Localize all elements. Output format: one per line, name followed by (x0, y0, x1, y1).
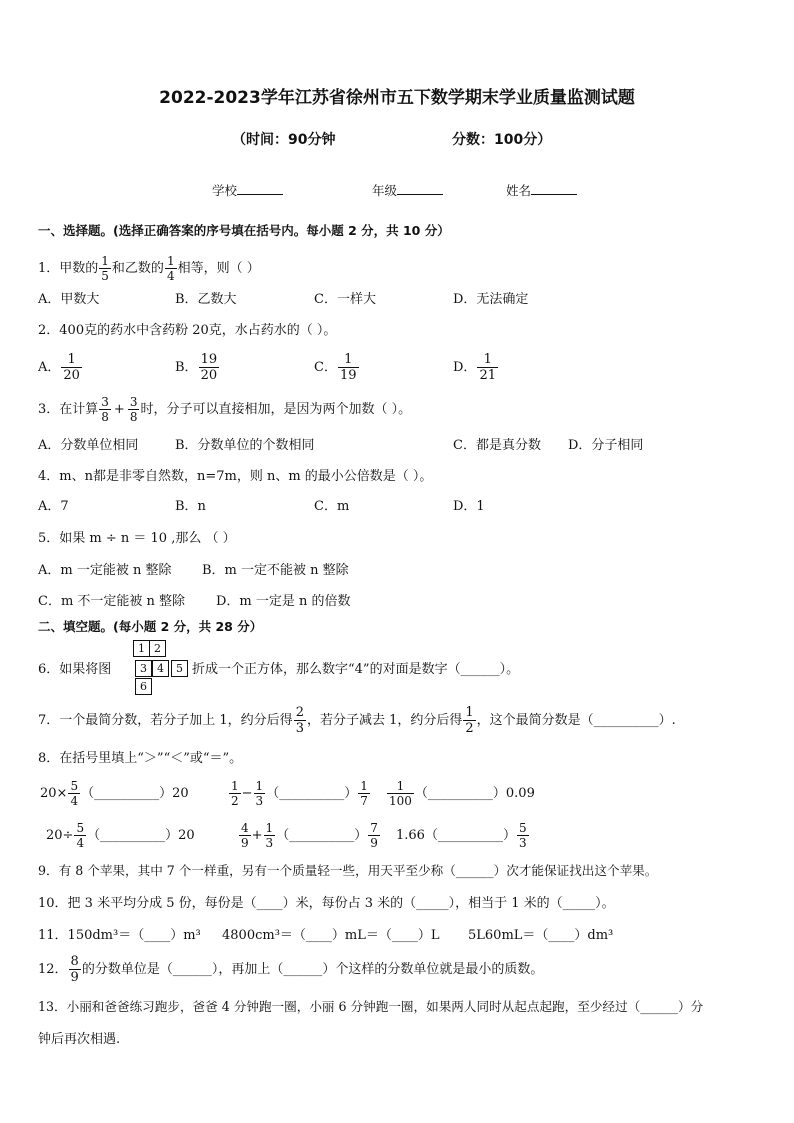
fraction: $\frac{2}{3}$ (295, 704, 304, 736)
q1-option-a[interactable]: A．甲数大 (38, 292, 100, 307)
net-cell: 4 (152, 660, 169, 677)
q4-option-c[interactable]: C．m (314, 499, 350, 514)
q3-option-b[interactable]: B．分数单位的个数相同 (175, 438, 315, 453)
q4-option-a[interactable]: A．7 (38, 499, 69, 514)
fraction: $\frac{1}{2}$ (231, 778, 239, 808)
fraction: $\frac{1}{3}$ (265, 820, 274, 850)
q4-option-d[interactable]: D．1 (453, 499, 485, 514)
question-13-line-1: 13．小丽和爸爸练习跑步，爸爸 4 分钟跑一圈，小丽 6 分钟跑一圈，如果两人同时从起点起跑，至少经过（______）分 (38, 999, 704, 1014)
net-cell: 1 (133, 640, 150, 657)
fraction: $\frac{3}{8}$ (129, 394, 138, 424)
fraction: $\frac{1}{20}$ (63, 351, 80, 383)
name-blank[interactable] (531, 183, 577, 195)
fraction: $\frac{1}{2}$ (465, 704, 474, 736)
q8-item-1[interactable]: 20× $\frac{5}{4}$ （__________）20 (40, 778, 189, 808)
school-blank[interactable] (237, 183, 283, 195)
net-cell: 2 (149, 640, 166, 657)
question-1: 1．甲数的 $\frac{1}{5}$ 和乙数的 $\frac{1}{4}$ 相等，则（ ） (38, 253, 260, 283)
q8-item-2[interactable]: $\frac{1}{2}$ − $\frac{1}{3}$ （__________） $\frac{1}{7}$ (231, 778, 368, 808)
question-9: 9．有 8 个苹果，其中 7 个一样重，另有一个质量轻一些，用天平至少称（______）次才能保证找出这个苹果。 (38, 863, 658, 878)
q8-item-3[interactable]: $\frac{1}{100}$ （__________）0.09 (389, 778, 535, 808)
fraction: $\frac{3}{8}$ (101, 394, 109, 424)
q8-item-4[interactable]: 20÷ $\frac{5}{4}$ （__________）20 (46, 820, 195, 850)
question-5: 5．如果 m ÷ n ＝ 10 ,那么 （ ） (38, 531, 236, 546)
question-8: 8．在括号里填上“＞”“＜”或“＝”。 (38, 751, 243, 766)
cube-net-figure (133, 640, 193, 698)
fraction: $\frac{4}{9}$ (241, 820, 249, 850)
q2-option-d[interactable]: D． $\frac{1}{21}$ (453, 351, 496, 383)
question-10: 10．把 3 米平均分成 5 份，每份是（____）米，每份占 3 米的（_____），相当于 1 米的（_____）。 (38, 896, 615, 911)
question-2: 2．400克的药水中含药粉 20克，水占药水的（ ）。 (38, 323, 337, 338)
q5-option-c[interactable]: C．m 不一定能被 n 整除 (38, 594, 186, 609)
q1-option-d[interactable]: D．无法确定 (453, 292, 529, 307)
question-4: 4．m、n都是非零自然数，n=7m，则 n、m 的最小公倍数是（ ）。 (38, 469, 433, 484)
grade-field: 年级 (372, 183, 443, 198)
question-6-rest: 折成一个正方体，那么数字“4”的对面是数字（______）。 (192, 662, 520, 677)
section-2-title: 二、填空题。(每小题 2 分，共 28 分） (38, 619, 263, 634)
q1-option-b[interactable]: B．乙数大 (175, 292, 237, 307)
question-6-lead: 6．如果将图 (38, 662, 112, 677)
section-1-title: 一、选择题。(选择正确答案的序号填在括号内。每小题 2 分，共 10 分） (38, 223, 450, 238)
fraction: $\frac{5}{4}$ (70, 778, 79, 808)
question-13-line-2: 钟后再次相遇. (38, 1032, 121, 1047)
grade-blank[interactable] (397, 183, 443, 195)
q4-option-b[interactable]: B．n (175, 499, 206, 514)
question-11-part-1: 11．150dm³＝（____）m³ (38, 928, 201, 943)
q5-option-b[interactable]: B．m 一定不能被 n 整除 (202, 563, 349, 578)
q3-option-d[interactable]: D．分子相同 (568, 438, 644, 453)
fraction: $\frac{1}{21}$ (479, 351, 496, 383)
net-cell: 3 (135, 660, 152, 677)
net-cell: 6 (135, 678, 152, 695)
fraction: $\frac{1}{4}$ (166, 253, 175, 283)
name-field: 姓名 (506, 183, 577, 198)
q3-option-c[interactable]: C．都是真分数 (453, 438, 541, 453)
q5-option-d[interactable]: D．m 一定是 n 的倍数 (216, 594, 351, 609)
fraction: $\frac{1}{100}$ (389, 778, 412, 808)
q8-item-6[interactable]: 1.66（__________） $\frac{5}{3}$ (396, 820, 527, 850)
exam-score: 分数：100分） (452, 132, 552, 148)
fraction: $\frac{5}{3}$ (518, 820, 527, 850)
question-11-part-3: 5L60mL＝（____）dm³ (468, 928, 614, 943)
page-title: 2022-2023学年江苏省徐州市五下数学期末学业质量监测试题 (159, 88, 635, 108)
q2-option-c[interactable]: C． $\frac{1}{19}$ (314, 351, 357, 383)
q8-item-5[interactable]: $\frac{4}{9}$ + $\frac{1}{3}$ （__________） $\frac{7}{9}$ (241, 820, 378, 850)
net-cell: 5 (171, 660, 188, 677)
fraction: $\frac{1}{5}$ (101, 253, 109, 283)
q2-option-b[interactable]: B． $\frac{19}{20}$ (175, 351, 218, 383)
fraction: $\frac{1}{3}$ (255, 778, 264, 808)
fraction: $\frac{1}{7}$ (360, 778, 368, 808)
q5-option-a[interactable]: A．m 一定能被 n 整除 (38, 563, 172, 578)
q1-option-c[interactable]: C．一样大 (314, 292, 376, 307)
question-3: 3．在计算 $\frac{3}{8}$ + $\frac{3}{8}$ 时，分子可以直接相加，是因为两个加数（ ）。 (38, 394, 412, 424)
fraction: $\frac{19}{20}$ (200, 351, 218, 383)
q2-option-a[interactable]: A． $\frac{1}{20}$ (38, 351, 80, 383)
exam-time: （时间：90分钟 (232, 132, 336, 148)
q3-option-a[interactable]: A．分数单位相同 (38, 438, 139, 453)
question-11-part-2: 4800cm³＝（____）mL＝（____）L (222, 928, 440, 943)
question-12: 12． $\frac{8}{9}$ 的分数单位是（______），再加上（______）个这样的分数单位就是最小的质数。 (38, 953, 544, 985)
fraction: $\frac{1}{19}$ (339, 351, 357, 383)
question-7: 7．一个最简分数，若分子加上 1，约分后得 $\frac{2}{3}$ ，若分子减去 1，约分后得 $\frac{1}{2}$ ，这个最简分数是（__________）. (38, 704, 676, 736)
fraction: $\frac{7}{9}$ (370, 820, 378, 850)
fraction: $\frac{8}{9}$ (70, 953, 79, 985)
fraction: $\frac{5}{4}$ (76, 820, 85, 850)
school-field: 学校 (212, 183, 283, 198)
